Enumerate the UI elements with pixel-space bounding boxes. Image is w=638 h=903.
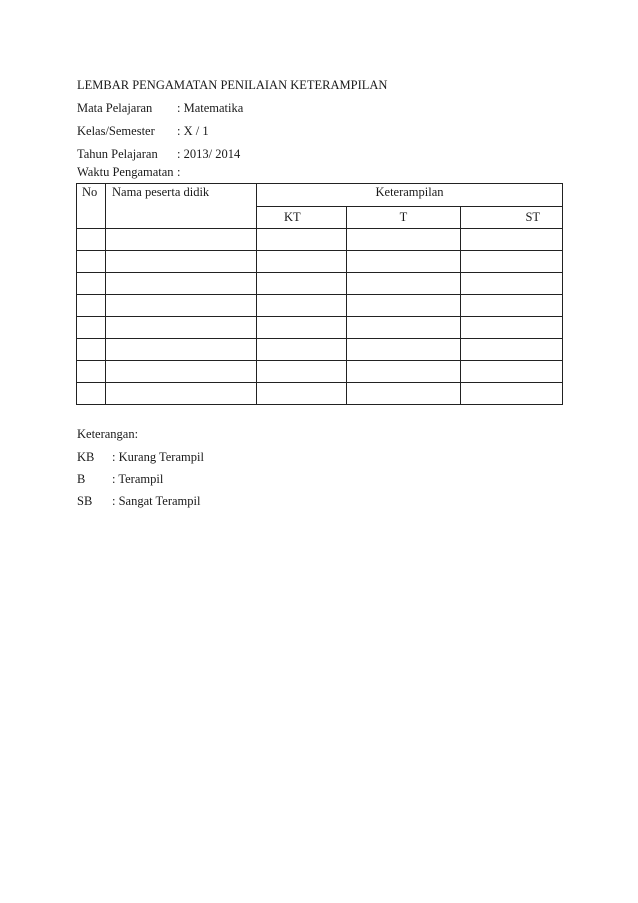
info-subject-label: Mata Pelajaran (77, 101, 153, 115)
cell-student-name (106, 317, 257, 339)
info-school-year (77, 147, 240, 162)
cell-kt (257, 339, 347, 361)
legend-heading: Keterangan: (77, 427, 139, 441)
cell-no (77, 229, 106, 251)
info-subject (77, 101, 243, 116)
column-header-student-name: Nama peserta didik (106, 184, 257, 229)
info-subject-value: : Matematika (177, 101, 244, 115)
cell-kt (257, 229, 347, 251)
info-class-semester (77, 124, 209, 139)
cell-kt (257, 361, 347, 383)
cell-t (347, 339, 461, 361)
cell-t (347, 229, 461, 251)
cell-student-name (106, 361, 257, 383)
assessment-table (76, 183, 563, 405)
document-title: LEMBAR PENGAMATAN PENILAIAN KETERAMPILAN (77, 78, 388, 92)
cell-student-name (106, 339, 257, 361)
table-row (77, 361, 563, 383)
cell-st (461, 383, 563, 405)
column-header-no: No (77, 184, 106, 229)
cell-student-name (106, 295, 257, 317)
cell-kt (257, 383, 347, 405)
column-header-t: T (347, 207, 461, 229)
column-header-skill: Keterampilan (257, 184, 563, 207)
legend-item (77, 494, 200, 509)
cell-no (77, 361, 106, 383)
cell-st (461, 361, 563, 383)
legend-description: : Kurang Terampil (112, 450, 204, 464)
cell-st (461, 273, 563, 295)
legend-code: KB (77, 450, 95, 464)
cell-kt (257, 295, 347, 317)
table-row (77, 229, 563, 251)
legend-description: : Sangat Terampil (112, 494, 201, 508)
cell-student-name (106, 383, 257, 405)
info-observation-time (77, 165, 180, 180)
info-class-semester-value: : X / 1 (177, 124, 209, 138)
cell-no (77, 273, 106, 295)
legend-description: : Terampil (112, 472, 164, 486)
table-header-row (77, 184, 563, 207)
legend-code: B (77, 472, 86, 486)
cell-no (77, 295, 106, 317)
table-row (77, 317, 563, 339)
column-header-st: ST (461, 207, 563, 229)
cell-st (461, 339, 563, 361)
cell-no (77, 339, 106, 361)
cell-st (461, 251, 563, 273)
cell-st (461, 317, 563, 339)
table-row (77, 295, 563, 317)
legend-item (77, 450, 204, 465)
legend-item (77, 472, 163, 487)
cell-t (347, 295, 461, 317)
table-row (77, 383, 563, 405)
cell-kt (257, 251, 347, 273)
cell-no (77, 251, 106, 273)
column-header-kt: KT (257, 207, 347, 229)
cell-t (347, 251, 461, 273)
cell-t (347, 383, 461, 405)
table-row (77, 273, 563, 295)
cell-t (347, 317, 461, 339)
cell-student-name (106, 251, 257, 273)
cell-kt (257, 317, 347, 339)
cell-st (461, 295, 563, 317)
info-observation-time-value: : (177, 165, 181, 179)
cell-student-name (106, 229, 257, 251)
info-school-year-label: Tahun Pelajaran (77, 147, 158, 161)
table-row (77, 339, 563, 361)
cell-st (461, 229, 563, 251)
table-row (77, 251, 563, 273)
cell-kt (257, 273, 347, 295)
legend-code: SB (77, 494, 93, 508)
cell-student-name (106, 273, 257, 295)
cell-no (77, 383, 106, 405)
cell-no (77, 317, 106, 339)
info-observation-time-label: Waktu Pengamatan (77, 165, 174, 179)
cell-t (347, 273, 461, 295)
cell-t (347, 361, 461, 383)
info-class-semester-label: Kelas/Semester (77, 124, 155, 138)
info-school-year-value: : 2013/ 2014 (177, 147, 241, 161)
